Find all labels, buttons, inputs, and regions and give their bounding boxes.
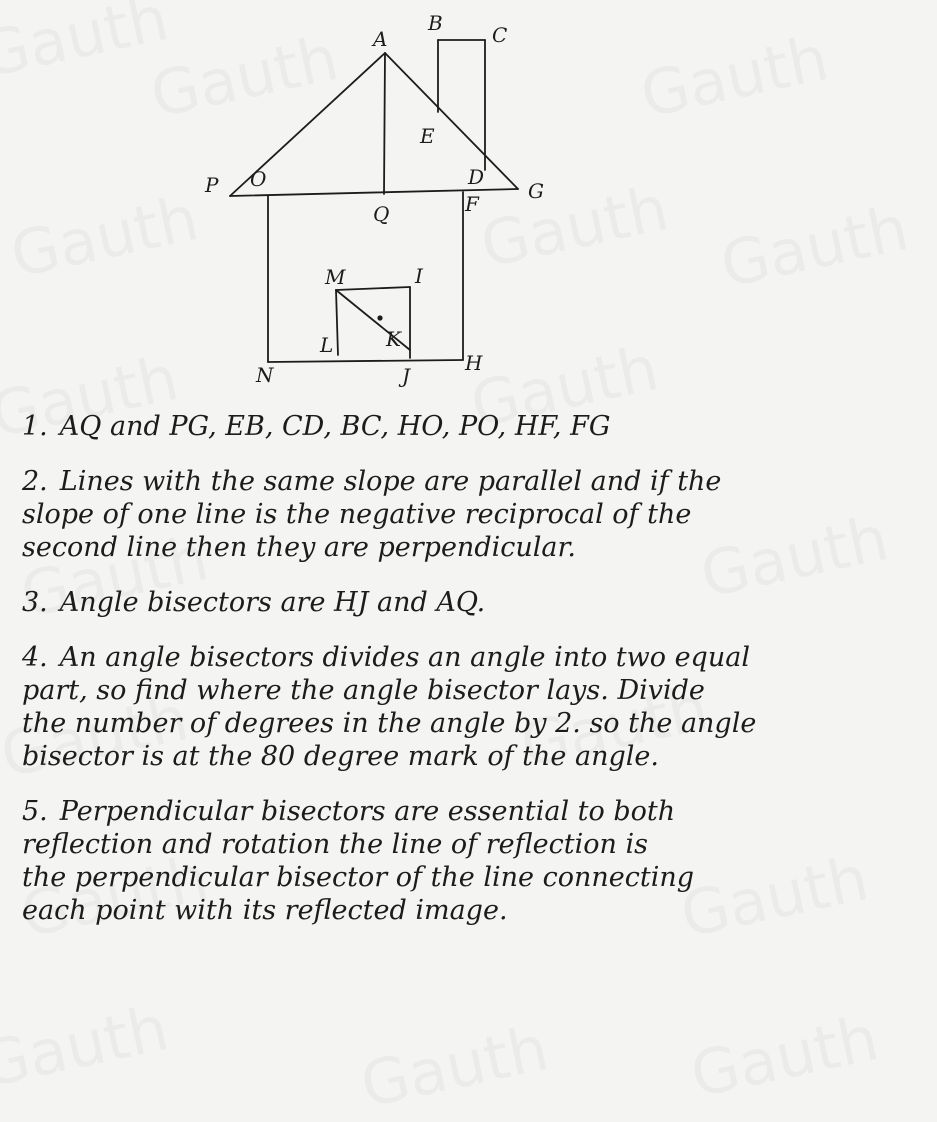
- floor-nh: [268, 360, 463, 362]
- label-p: P: [205, 173, 219, 197]
- window-left-ml: [336, 290, 338, 355]
- watermark-text: [684, 1001, 884, 1112]
- window-top-mi: [336, 287, 410, 290]
- note-3: [22, 586, 922, 619]
- watermark-text: [354, 1011, 554, 1122]
- note-number: 3.: [22, 587, 48, 618]
- label-i: I: [415, 264, 423, 288]
- house-diagram-svg: [0, 0, 937, 420]
- note-line: each point with its reflected image.: [22, 895, 508, 926]
- note-line: Angle bisectors are HJ and AQ.: [59, 587, 486, 618]
- note-5: [22, 795, 922, 927]
- note-line: the perpendicular bisector of the line connecting: [22, 862, 695, 893]
- label-e: E: [420, 124, 435, 148]
- note-line: An angle bisectors divides an angle into two equal: [59, 642, 750, 673]
- note-1: [22, 410, 922, 443]
- label-j: J: [402, 364, 411, 388]
- label-c: C: [492, 23, 508, 47]
- roof-right-edge: [385, 53, 518, 189]
- note-number: 2.: [22, 466, 48, 497]
- note-line: the number of degrees in the angle by 2. so the angle: [22, 708, 757, 739]
- label-n: N: [256, 363, 274, 387]
- label-f: F: [465, 192, 479, 216]
- label-h: H: [465, 351, 483, 375]
- answer-notes: [22, 410, 922, 949]
- label-k: K: [386, 327, 401, 351]
- note-number: 4.: [22, 642, 48, 673]
- note-line: part, so find where the angle bisector lays. Divide: [22, 675, 705, 706]
- note-line: slope of one line is the negative reciprocal of the: [22, 499, 692, 530]
- label-m: M: [325, 265, 346, 289]
- note-line: Lines with the same slope are parallel and if the: [59, 466, 722, 497]
- label-d: D: [468, 165, 485, 189]
- label-o: O: [250, 167, 267, 191]
- label-b: B: [428, 11, 443, 35]
- label-q: Q: [373, 202, 390, 226]
- house-diagram: [0, 0, 937, 420]
- note-line: AQ and PG, EB, CD, BC, HO, PO, HF, FG: [59, 411, 611, 442]
- label-l: L: [320, 333, 334, 357]
- label-g: G: [528, 179, 544, 203]
- note-4: [22, 641, 922, 773]
- note-line: bisector is at the 80 degree mark of the angle.: [22, 741, 659, 772]
- note-2: [22, 465, 922, 564]
- label-a: A: [373, 27, 388, 51]
- window-point: [377, 315, 382, 320]
- note-line: Perpendicular bisectors are essential to both: [59, 796, 676, 827]
- note-line: reflection and rotation the line of reflection is: [22, 829, 648, 860]
- segment-aq: [384, 53, 385, 194]
- note-number: 1.: [22, 411, 48, 442]
- note-number: 5.: [22, 796, 48, 827]
- note-line: second line then they are perpendicular.: [22, 532, 577, 563]
- watermark-text: [0, 991, 174, 1102]
